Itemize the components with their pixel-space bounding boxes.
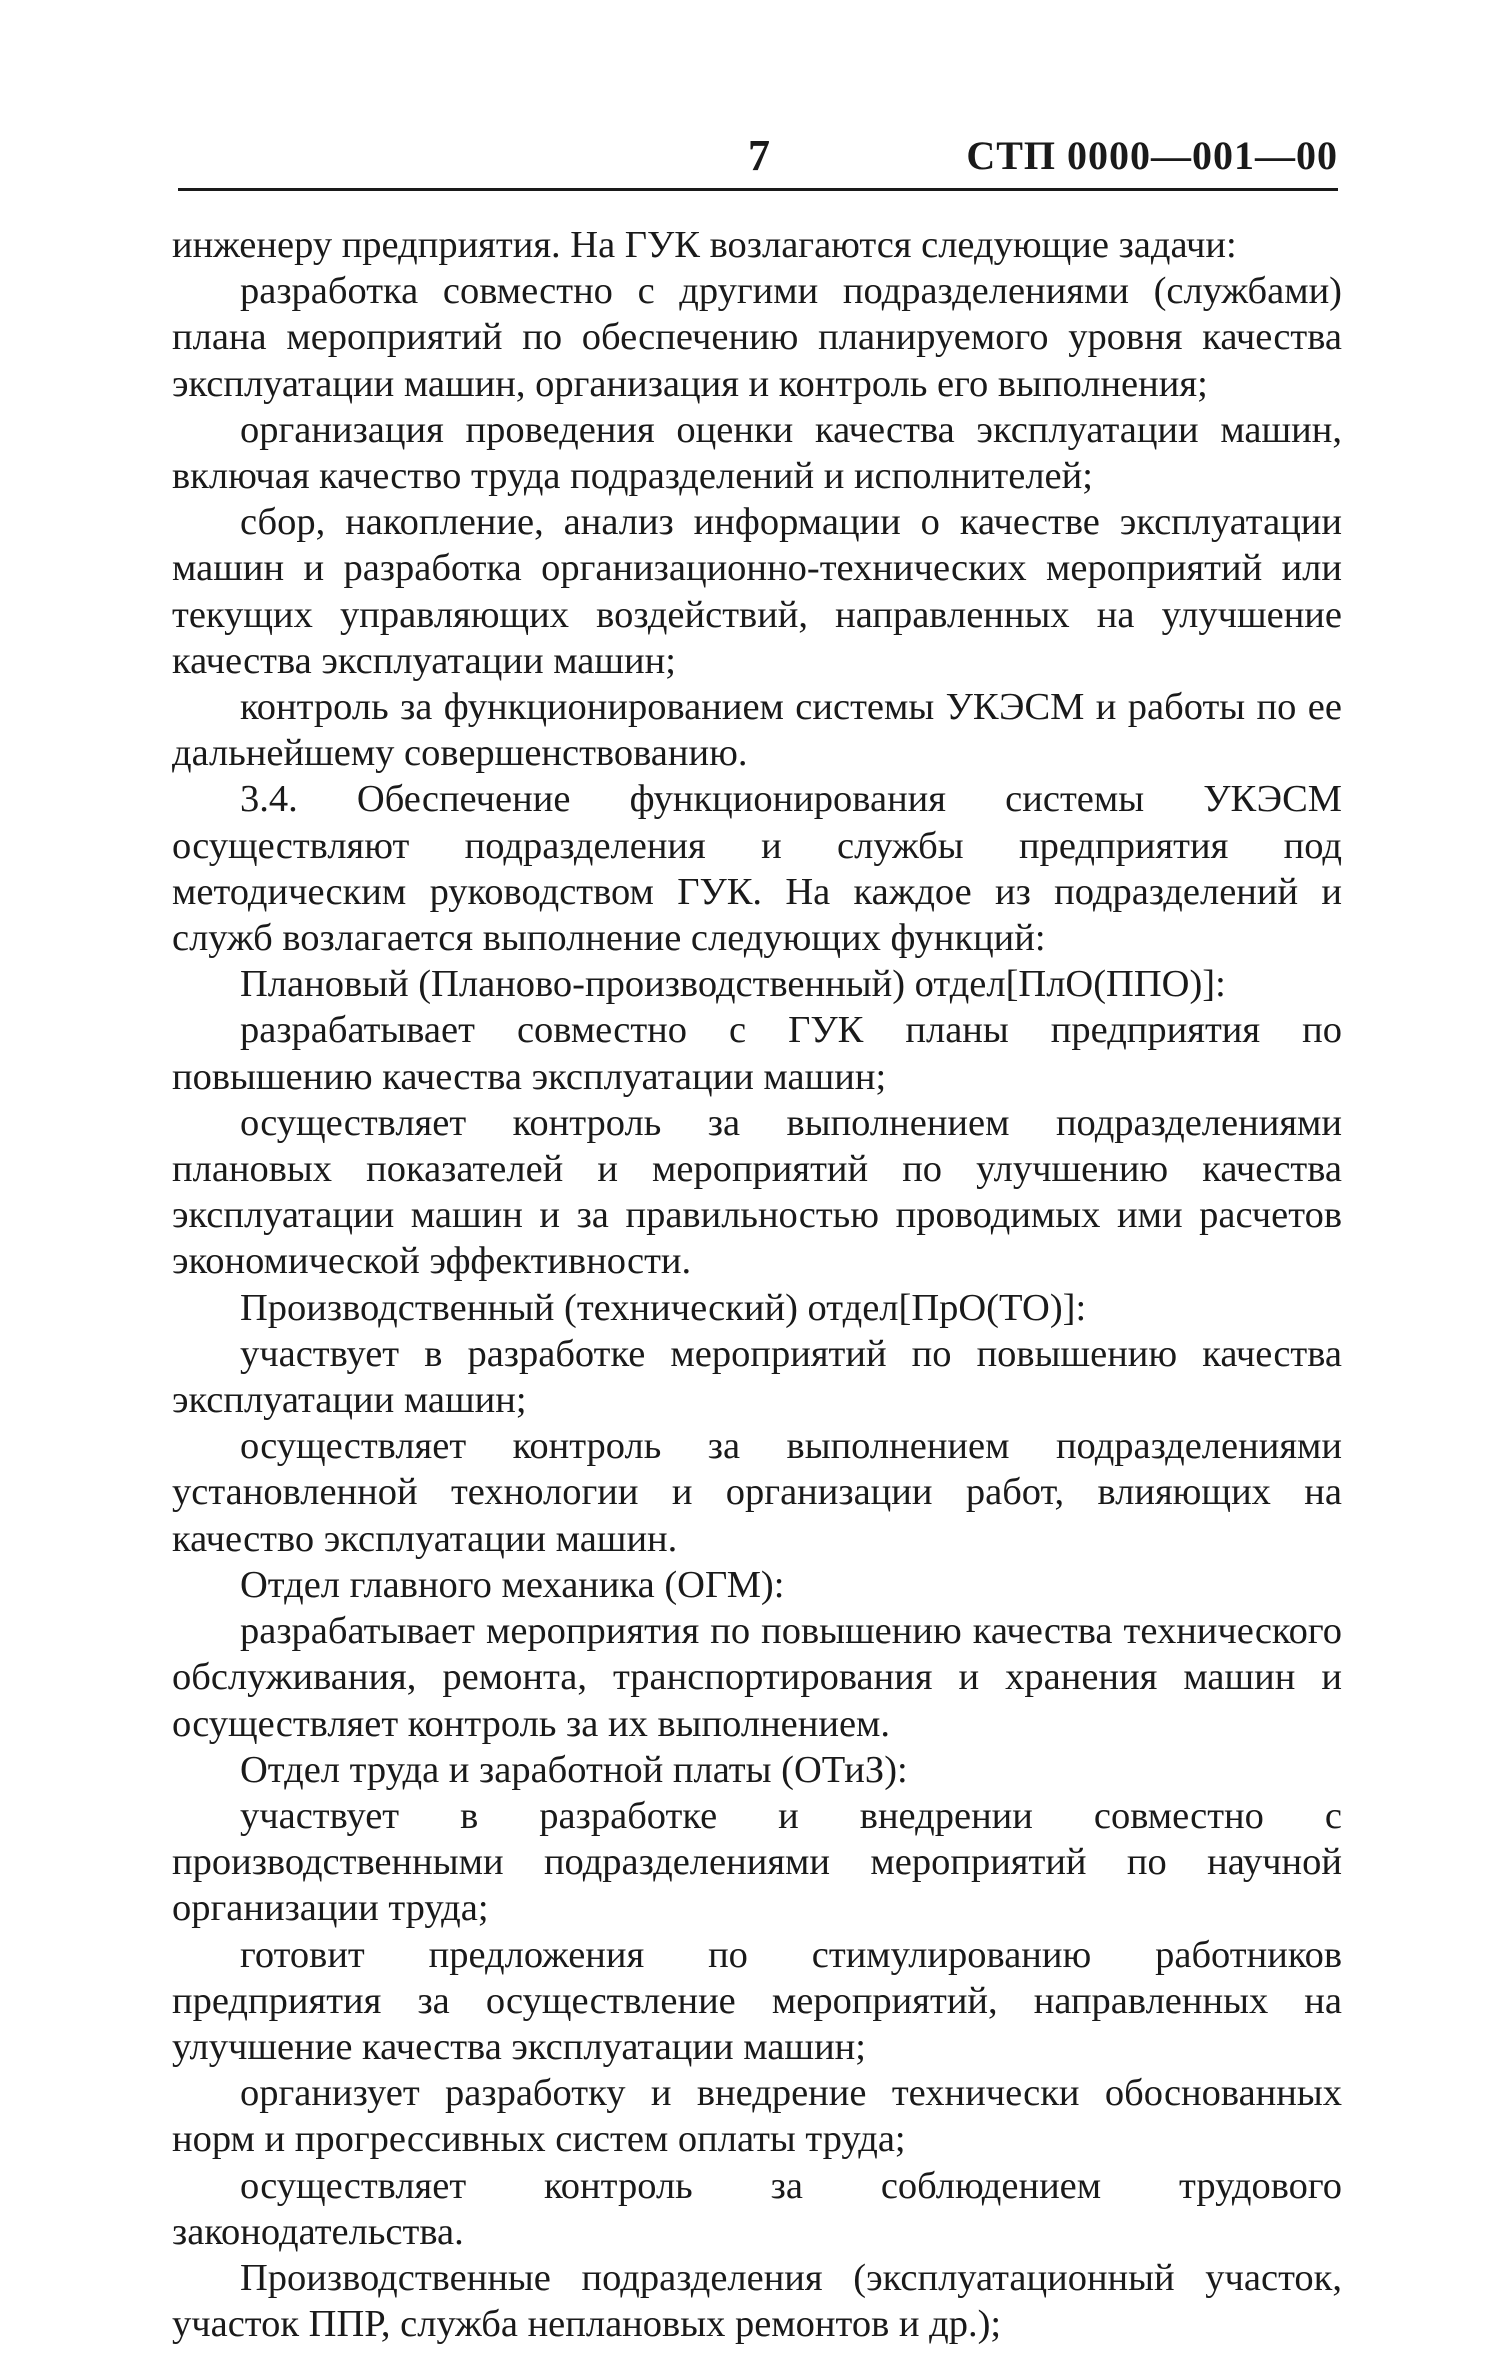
paragraph: осуществляет контроль за выполнением подразделениями плановых показателей и мероприятий по улучшению качества эксплуатации машин и за правильностью проводимых ими расчетов экономической эффективности. <box>172 1101 1342 1283</box>
department-heading: Отдел главного механика (ОГМ): <box>240 1563 785 1606</box>
paragraph: разработка совместно с другими подразделениями (службами) плана мероприятий по обеспечению планируемого уровня качества эксплуатации машин, организация и контроль его выполнения; <box>172 270 1342 405</box>
page-header <box>178 132 1338 192</box>
paragraph: контроль за функционированием системы УКЭСМ и работы по ее дальнейшему совершенствованию. <box>172 686 1342 775</box>
page-number: 7 <box>748 131 770 180</box>
paragraph: готовит предложения по стимулированию работников предприятия за осуществление мероприятий, направленных на улучшение качества эксплуатации машин; <box>172 1933 1342 2068</box>
department-heading: Производственные подразделения (эксплуатационный участок, участок ППР, служба неплановых ремонтов и др.); <box>172 2256 1342 2346</box>
paragraph: сбор, накопление, анализ информации о качестве эксплуатации машин и разработка организационно-технических мероприятий или текущих управляющих воздействий, направленных на улучшение качества эксплуатации машин; <box>172 501 1342 682</box>
paragraph: организация проведения оценки качества эксплуатации машин, включая качество труда подразделений и исполнителей; <box>172 408 1342 498</box>
paragraph: разрабатывает совместно с ГУК планы предприятия по повышению качества эксплуатации машин; <box>172 1009 1342 1098</box>
body-text <box>172 222 1342 2347</box>
paragraph: участвует в разработке и внедрении совместно с производственными подразделениями мероприятий по научной организации труда; <box>172 1794 1342 1930</box>
paragraph: инженеру предприятия. На ГУК возлагаются следующие задачи: <box>172 224 1237 266</box>
paragraph: осуществляет контроль за выполнением подразделениями установленной технологии и организации работ, влияющих на качество эксплуатации машин. <box>172 1425 1342 1560</box>
department-heading: Производственный (технический) отдел[ПрО(ТО)]: <box>240 1286 1087 1329</box>
document-code: СТП 0000—001—00 <box>966 133 1338 178</box>
paragraph: участвует в разработке мероприятий по повышению качества эксплуатации машин; <box>172 1332 1342 1422</box>
header-rule <box>178 188 1338 191</box>
paragraph: осуществляет контроль за соблюдением трудового законодательства. <box>172 2164 1342 2253</box>
paragraph: разрабатывает мероприятия по повышению качества технического обслуживания, ремонта, транспортирования и хранения машин и осуществляет контроль за их выполнением. <box>172 1610 1342 1745</box>
paragraph: организует разработку и внедрение технически обоснованных норм и прогрессивных систем оплаты труда; <box>172 2072 1342 2161</box>
section-paragraph: 3.4. Обеспечение функционирования системы УКЭСМ осуществляют подразделения и службы предприятия под методическим руководством ГУК. На каждое из подразделений и служб возлагается выполнение следующих функций: <box>172 778 1342 960</box>
department-heading: Плановый (Планово-производственный) отдел[ПлО(ППО)]: <box>240 963 1226 1006</box>
department-heading: Отдел труда и заработной платы (ОТиЗ): <box>240 1748 908 1791</box>
